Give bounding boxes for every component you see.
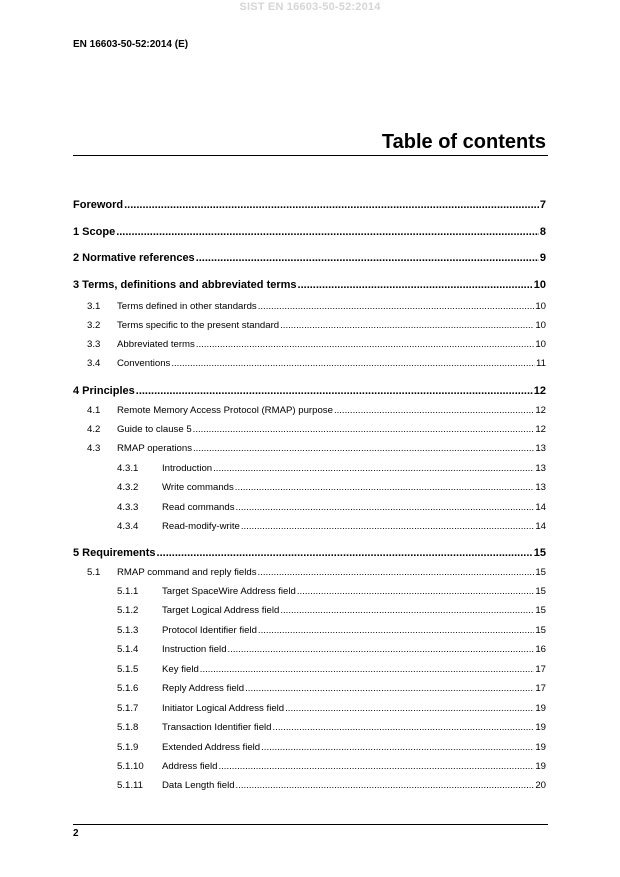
toc-entry[interactable] <box>73 722 546 733</box>
toc-entry[interactable] <box>73 252 546 264</box>
page-number: 2 <box>73 828 79 839</box>
toc-entry-number: 5.1.10 <box>117 761 144 772</box>
toc-entry-page: 10 <box>533 279 546 291</box>
toc-entry[interactable] <box>73 683 546 694</box>
dot-leader <box>334 405 534 416</box>
toc-entry-number: 4.3 <box>87 443 101 454</box>
toc-entry[interactable] <box>73 424 546 435</box>
toc-entry-page: 7 <box>539 199 546 211</box>
toc-entry-title: RMAP command and reply fields <box>117 567 257 578</box>
toc-entry[interactable] <box>73 482 546 493</box>
toc-entry[interactable] <box>73 567 546 578</box>
toc-entry[interactable] <box>73 586 546 597</box>
toc-entry[interactable] <box>73 644 546 655</box>
toc-entry-title: 3 Terms, definitions and abbreviated terms <box>73 279 297 291</box>
toc-entry[interactable] <box>73 320 546 331</box>
toc-entry-page: 8 <box>539 226 546 238</box>
toc-entry[interactable] <box>73 502 546 513</box>
toc-entry-page: 13 <box>535 443 546 454</box>
toc-entry[interactable] <box>73 385 546 397</box>
dot-leader <box>258 301 535 312</box>
toc-entry-title: Target SpaceWire Address field <box>162 586 296 597</box>
toc-entry-title: Transaction Identifier field <box>162 722 272 733</box>
watermark-text: SIST EN 16603-50-52:2014 <box>239 1 381 13</box>
toc-entry-title: Initiator Logical Address field <box>162 703 285 714</box>
toc-entry-title: 2 Normative references <box>73 252 195 264</box>
dot-leader <box>258 567 535 578</box>
toc-entry-page: 19 <box>535 722 546 733</box>
toc-entry-title: Key field <box>162 664 199 675</box>
dot-leader <box>196 252 539 264</box>
toc-entry-page: 19 <box>535 742 546 753</box>
dot-leader <box>124 199 539 211</box>
toc-entry-page: 12 <box>535 405 546 416</box>
toc-entry-title: Conventions <box>117 358 171 369</box>
toc-entry-title: Guide to clause 5 <box>117 424 192 435</box>
toc-entry-title: Terms specific to the present standard <box>117 320 280 331</box>
toc-entry-title: Introduction <box>162 463 213 474</box>
toc-entry[interactable] <box>73 521 546 532</box>
toc-entry-title: Target Logical Address field <box>162 605 280 616</box>
toc-entry-number: 4.3.1 <box>117 463 139 474</box>
toc-entry-number: 5.1.3 <box>117 625 139 636</box>
dot-leader <box>236 780 535 791</box>
dot-leader <box>157 547 533 559</box>
toc-entry-page: 15 <box>533 547 546 559</box>
toc-entry[interactable] <box>73 625 546 636</box>
toc-entry[interactable] <box>73 463 546 474</box>
toc-entry-number: 3.2 <box>87 320 101 331</box>
toc-entry[interactable] <box>73 703 546 714</box>
toc-entry-number: 4.2 <box>87 424 101 435</box>
dot-leader <box>196 339 534 350</box>
toc-entry-page: 20 <box>535 780 546 791</box>
toc-entry-page: 14 <box>535 521 546 532</box>
toc-entry[interactable] <box>73 301 546 312</box>
toc-entry-title: Address field <box>162 761 218 772</box>
dot-leader <box>213 463 534 474</box>
dot-leader <box>298 279 533 291</box>
toc-entry[interactable] <box>73 339 546 350</box>
toc-entry-title: Extended Address field <box>162 742 261 753</box>
toc-entry-number: 5.1.1 <box>117 586 139 597</box>
toc-entry-page: 12 <box>533 385 546 397</box>
toc-entry-title: Write commands <box>162 482 234 493</box>
dot-leader <box>228 644 535 655</box>
toc-entry-page: 16 <box>535 644 546 655</box>
toc-entry[interactable] <box>73 664 546 675</box>
toc-entry-number: 5.1.4 <box>117 644 139 655</box>
toc-entry[interactable] <box>73 199 546 211</box>
toc-entry-title: Protocol Identifier field <box>162 625 257 636</box>
toc-entry-page: 15 <box>535 567 546 578</box>
toc-entry-page: 10 <box>535 301 546 312</box>
dot-leader <box>136 385 533 397</box>
dot-leader <box>235 482 535 493</box>
toc-entry-title: 5 Requirements <box>73 547 156 559</box>
toc-entry-number: 4.1 <box>87 405 101 416</box>
toc-entry-number: 5.1.5 <box>117 664 139 675</box>
dot-leader <box>285 703 534 714</box>
toc-entry[interactable] <box>73 547 546 559</box>
toc-entry-page: 17 <box>535 683 546 694</box>
toc-entry-title: Instruction field <box>162 644 227 655</box>
dot-leader <box>218 761 534 772</box>
toc-entry-number: 5.1 <box>87 567 101 578</box>
toc-entry-page: 13 <box>535 463 546 474</box>
toc-entry-number: 3.1 <box>87 301 101 312</box>
toc-entry[interactable] <box>73 405 546 416</box>
toc-entry-title: Read commands <box>162 502 235 513</box>
toc-entry-title: 4 Principles <box>73 385 135 397</box>
dot-leader <box>116 226 539 238</box>
toc-entry-page: 10 <box>535 320 546 331</box>
toc-entry-title: Data Length field <box>162 780 235 791</box>
footer-divider <box>73 824 548 825</box>
dot-leader <box>245 683 534 694</box>
toc-entry-number: 3.3 <box>87 339 101 350</box>
toc-entry-title: Read-modify-write <box>162 521 240 532</box>
document-id: EN 16603-50-52:2014 (E) <box>73 39 189 50</box>
toc-entry-page: 11 <box>536 358 546 369</box>
dot-leader <box>280 320 534 331</box>
toc-entry-title: Reply Address field <box>162 683 245 694</box>
page-title: Table of contents <box>381 131 546 153</box>
toc-entry-page: 13 <box>535 482 546 493</box>
toc-entry-number: 5.1.8 <box>117 722 139 733</box>
toc-entry-title: Terms defined in other standards <box>117 301 257 312</box>
toc-entry-page: 10 <box>535 339 546 350</box>
dot-leader <box>200 664 535 675</box>
dot-leader <box>258 625 534 636</box>
toc-entry[interactable] <box>73 358 546 369</box>
dot-leader <box>193 443 534 454</box>
dot-leader <box>261 742 534 753</box>
toc-entry[interactable] <box>73 279 546 291</box>
toc-entry-page: 12 <box>535 424 546 435</box>
toc-entry-page: 15 <box>535 586 546 597</box>
toc-entry-title: RMAP operations <box>117 443 193 454</box>
toc-entry-title: Abbreviated terms <box>117 339 195 350</box>
toc-entry[interactable] <box>73 761 546 772</box>
toc-entry[interactable] <box>73 443 546 454</box>
dot-leader <box>236 502 535 513</box>
toc-entry-page: 9 <box>539 252 546 264</box>
toc-entry-page: 19 <box>535 703 546 714</box>
toc-entry-number: 4.3.4 <box>117 521 139 532</box>
toc-entry-page: 19 <box>535 761 546 772</box>
toc-entry-number: 5.1.11 <box>117 780 143 791</box>
toc-entry-page: 14 <box>535 502 546 513</box>
toc-entry-page: 15 <box>535 625 546 636</box>
toc-entry-page: 15 <box>535 605 546 616</box>
dot-leader <box>273 722 535 733</box>
dot-leader <box>241 521 534 532</box>
toc-entry-title: 1 Scope <box>73 226 116 238</box>
dot-leader <box>193 424 535 435</box>
toc-entry[interactable] <box>73 605 546 616</box>
toc-entry-number: 4.3.2 <box>117 482 139 493</box>
toc-entry-page: 17 <box>535 664 546 675</box>
title-divider <box>73 155 548 156</box>
toc-entry[interactable] <box>73 742 546 753</box>
dot-leader <box>280 605 534 616</box>
dot-leader <box>171 358 535 369</box>
toc-entry-title: Remote Memory Access Protocol (RMAP) purpose <box>117 405 333 416</box>
toc-entry[interactable] <box>73 780 546 791</box>
toc-entry-number: 4.3.3 <box>117 502 139 513</box>
toc-entry-number: 5.1.7 <box>117 703 139 714</box>
toc-entry-title: Foreword <box>73 199 124 211</box>
toc-entry-number: 5.1.2 <box>117 605 139 616</box>
dot-leader <box>297 586 534 597</box>
toc-entry-number: 5.1.9 <box>117 742 139 753</box>
toc-entry-number: 3.4 <box>87 358 101 369</box>
toc-entry-number: 5.1.6 <box>117 683 139 694</box>
toc-entry[interactable] <box>73 226 546 238</box>
